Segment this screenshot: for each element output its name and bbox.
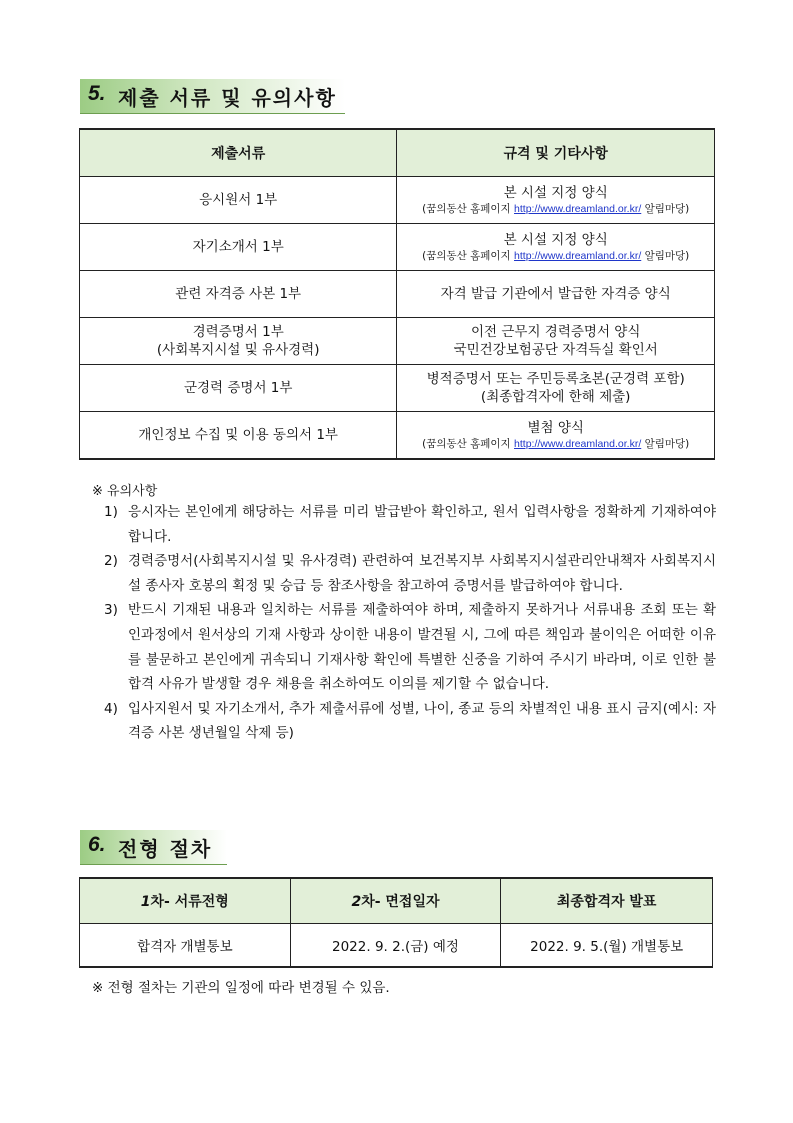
document-cell (80, 224, 397, 271)
document-name: 경력증명서 1부 (192, 324, 284, 340)
documents-table (79, 128, 715, 460)
section-6-heading (80, 830, 227, 865)
section-title: 전형 절차 (118, 837, 213, 861)
document-name: 개인정보 수집 및 이용 동의서 1부 (138, 427, 338, 443)
spec-text: 국민건강보험공단 자격득실 확인서 (453, 342, 658, 358)
homepage-note (397, 437, 714, 452)
spec-cell (397, 177, 715, 224)
header-spec: 규격 및 기타사항 (397, 129, 715, 177)
section-5-heading (80, 79, 345, 114)
note-item (104, 549, 716, 598)
spec-cell (397, 412, 715, 460)
section-number: 6. (88, 833, 106, 856)
homepage-suffix: 알림마당) (641, 249, 690, 262)
note-item (104, 697, 716, 746)
table-header-row (80, 878, 713, 924)
document-name: 관련 자격증 사본 1부 (175, 286, 302, 302)
table-row (80, 318, 715, 365)
spec-text: (최종합격자에 한해 제출) (480, 389, 631, 405)
header-documents: 제출서류 (80, 129, 397, 177)
note-number: 1) (104, 504, 118, 520)
spec-cell (397, 365, 715, 412)
note-text: 경력증명서(사회복지시설 및 유사경력) 관련하여 보건복지부 사회복지시설관리안내책자 사회복지시설 종사자 호봉의 획정 및 승급 등 참조사항을 참고하여 증명서를 발급하여야 합니다. (128, 553, 716, 594)
spec-text: 이전 근무지 경력증명서 양식 (471, 324, 641, 340)
note-item (104, 598, 716, 696)
homepage-link[interactable]: http://www.dreamland.or.kr/ (514, 249, 642, 262)
process-table (79, 877, 713, 968)
table-cell: 2022. 9. 2.(금) 예정 (290, 924, 501, 968)
note-number: 3) (104, 602, 118, 619)
document-cell (80, 271, 397, 318)
spec-text: 자격 발급 기관에서 발급한 자격증 양식 (440, 286, 671, 302)
homepage-link[interactable]: http://www.dreamland.or.kr/ (514, 437, 642, 450)
table-row (80, 924, 713, 968)
header-stage-1 (80, 878, 291, 924)
notes-title: ※ 유의사항 (92, 484, 158, 499)
stage-number: 1 (140, 894, 151, 910)
homepage-note (397, 249, 714, 264)
note-text: 응시자는 본인에게 해당하는 서류를 미리 발급받아 확인하고, 원서 입력사항을 정확하게 기재하여야 합니다. (128, 504, 716, 545)
document-cell (80, 177, 397, 224)
document-cell (80, 318, 397, 365)
table-row (80, 412, 715, 460)
document-name: 응시원서 1부 (199, 192, 278, 208)
document-name: 자기소개서 1부 (192, 239, 284, 255)
homepage-prefix: (꿈의동산 홈페이지 (422, 437, 515, 450)
stage-label: 차- 서류전형 (150, 894, 229, 910)
homepage-prefix: (꿈의동산 홈페이지 (422, 202, 515, 215)
spec-text: 본 시설 지정 양식 (503, 231, 608, 248)
spec-cell (397, 318, 715, 365)
stage-number: 2 (351, 894, 362, 910)
homepage-suffix: 알림마당) (641, 437, 690, 450)
homepage-note (397, 202, 714, 217)
document-cell (80, 365, 397, 412)
header-final (501, 878, 713, 924)
document-cell (80, 412, 397, 460)
notes-list (104, 500, 716, 746)
table-cell: 합격자 개별통보 (80, 924, 291, 968)
note-text: 입사지원서 및 자기소개서, 추가 제출서류에 성별, 나이, 종교 등의 차별적인 내용 표시 금지(예시: 자격증 사본 생년월일 삭제 등) (128, 700, 716, 742)
spec-cell (397, 224, 715, 271)
section-number: 5. (88, 82, 106, 105)
document-name: 군경력 증명서 1부 (183, 380, 293, 396)
document-name: (사회복지시설 및 유사경력) (156, 342, 320, 358)
homepage-link[interactable]: http://www.dreamland.or.kr/ (514, 202, 642, 215)
table-header-row (80, 129, 715, 177)
table-row (80, 365, 715, 412)
homepage-prefix: (꿈의동산 홈페이지 (422, 249, 515, 262)
table-row (80, 224, 715, 271)
section-title: 제출 서류 및 유의사항 (118, 86, 337, 110)
stage-label: 최종합격자 발표 (556, 894, 657, 910)
table-row (80, 177, 715, 224)
note-text: 반드시 기재된 내용과 일치하는 서류를 제출하여야 하며, 제출하지 못하거나 서류내용 조회 또는 확인과정에서 원서상의 기재 사항과 상이한 내용이 발견될 시, 그에 따른 책임과 불이익은 어떠한 이유를 불문하고 본인에게 귀속되니 기재사항 확인에 특별한 신중을 기하여 주시기 바라며, 이로 인한 불합격 사유가 발생할 경우 채용을 취소하여도 이의를 제기할 수 없습니다. (128, 602, 716, 693)
stage-label: 차- 면접일자 (361, 894, 440, 910)
header-stage-2 (290, 878, 501, 924)
footnote: ※ 전형 절차는 기관의 일정에 따라 변경될 수 있음. (92, 980, 390, 996)
spec-cell (397, 271, 715, 318)
spec-text: 별첨 양식 (527, 419, 584, 436)
table-cell: 2022. 9. 5.(월) 개별통보 (501, 924, 713, 968)
spec-text: 본 시설 지정 양식 (503, 184, 608, 201)
note-item (104, 500, 716, 549)
spec-text: 병적증명서 또는 주민등록초본(군경력 포함) (426, 371, 685, 387)
homepage-suffix: 알림마당) (641, 202, 690, 215)
note-number: 2) (104, 553, 118, 570)
note-number: 4) (104, 700, 118, 717)
table-row (80, 271, 715, 318)
